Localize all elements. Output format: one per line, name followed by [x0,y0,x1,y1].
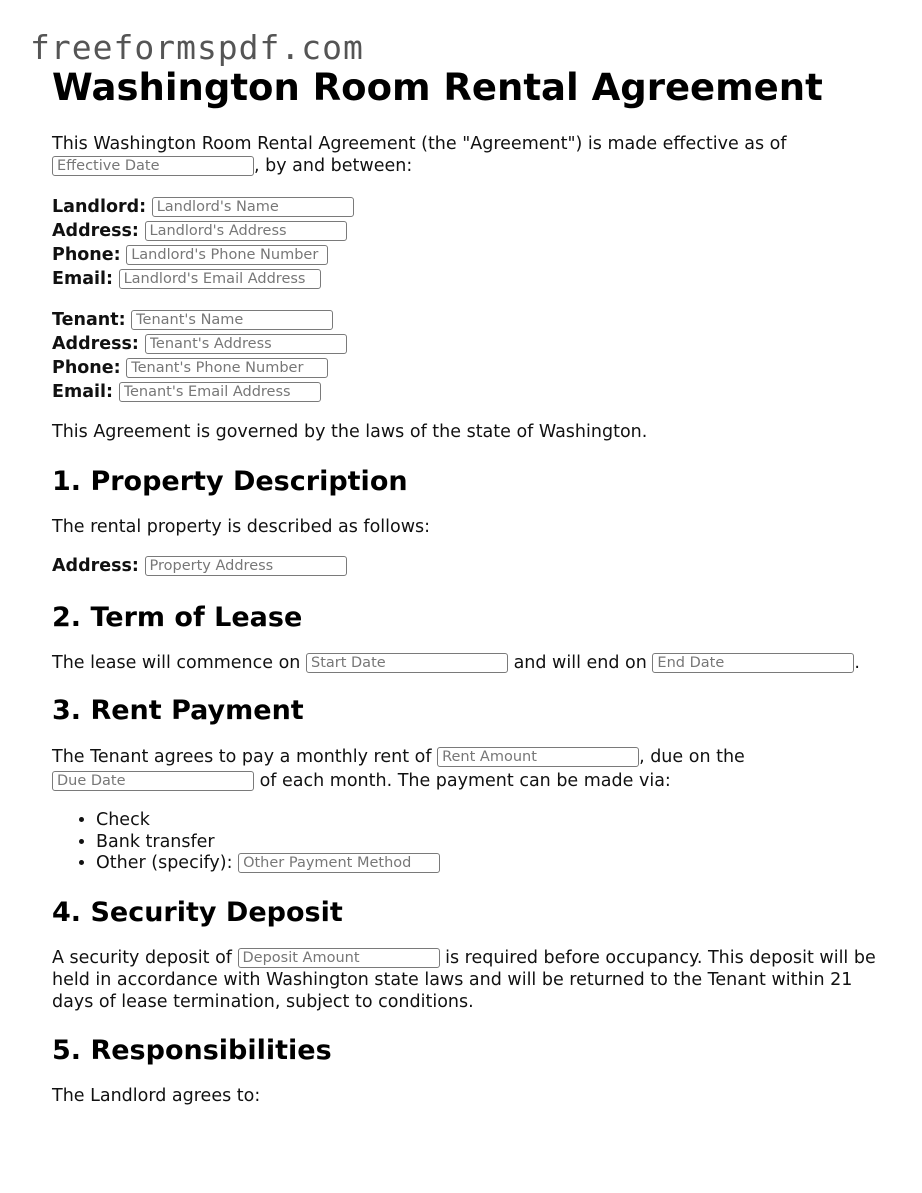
landlord-address-label: Address: [52,221,139,241]
governing-law: This Agreement is governed by the laws of the state of Washington. [52,422,648,442]
landlord-name-row [52,195,882,219]
landlord-email-field[interactable] [119,269,321,289]
landlord-name-field[interactable] [152,197,354,217]
start-date-field[interactable] [306,653,508,673]
tenant-name-field[interactable] [131,310,333,330]
payment-method-other [96,853,882,875]
lease-term-text-middle: and will end on [513,653,647,673]
rent-text-middle: , due on the [639,747,745,767]
payment-method-bank-transfer: • Bank transfer [96,832,882,854]
tenant-phone-field[interactable] [126,358,328,378]
intro-paragraph [52,133,882,177]
property-address-row [52,554,882,578]
landlord-phone-label: Phone: [52,245,121,265]
tenant-phone-row [52,356,882,380]
payment-method-check: • Check [96,810,882,832]
end-date-field[interactable] [652,653,854,673]
document-title: Washington Room Rental Agreement [52,66,823,109]
section-1-text: The rental property is described as follows: [52,517,431,537]
deposit-text-start: A security deposit of [52,948,232,969]
tenant-name-row [52,308,882,332]
watermark: freeformspdf.com [30,28,364,67]
due-date-field[interactable] [52,771,254,791]
landlord-phone-row [52,243,882,267]
section-4-heading: 4. Security Deposit [52,897,343,929]
payment-method-other-label: Other (specify): [96,853,233,874]
deposit-text-end: is required before occupancy. This deposit will be held in accordance with Washington state laws and will be returned to the Tenant within 21 days of lease termination, subject to conditions. [52,948,876,1013]
landlord-name-label: Landlord: [52,197,147,217]
tenant-address-field[interactable] [145,334,347,354]
other-payment-method-field[interactable] [238,853,440,873]
landlord-address-field[interactable] [145,221,347,241]
section-2-heading: 2. Term of Lease [52,602,303,633]
payment-methods-list [52,810,882,875]
intro-text: This Washington Room Rental Agreement (the "Agreement") is made effective as of [52,134,787,154]
tenant-name-label: Tenant: [52,310,126,330]
lease-term-text-end: . [854,653,860,673]
effective-date-field[interactable] [52,156,254,176]
document-page [52,66,882,1107]
rent-text-start: The Tenant agrees to pay a monthly rent of [52,747,432,767]
landlord-email-label: Email: [52,269,113,289]
rent-text-end: of each month. The payment can be made via: [259,771,671,791]
landlord-phone-field[interactable] [126,245,328,265]
intro-text-after: , by and between: [254,156,413,176]
tenant-address-label: Address: [52,334,139,354]
rent-amount-field[interactable] [437,747,639,767]
tenant-address-row [52,332,882,356]
section-3-heading: 3. Rent Payment [52,695,304,726]
property-address-label: Address: [52,556,139,576]
deposit-paragraph [52,947,882,1013]
deposit-amount-field[interactable] [238,948,440,968]
tenant-phone-label: Phone: [52,358,121,378]
property-address-field[interactable] [145,556,347,576]
tenant-email-field[interactable] [119,382,321,402]
rent-paragraph [52,745,882,793]
tenant-email-row [52,380,882,404]
tenant-block [52,308,882,404]
tenant-email-label: Email: [52,382,113,402]
section-1-heading: 1. Property Description [52,466,408,497]
lease-term-text-start: The lease will commence on [52,653,301,673]
section-5-heading: 5. Responsibilities [52,1035,332,1067]
section-5-text: The Landlord agrees to: [52,1086,261,1107]
landlord-block [52,195,882,291]
landlord-email-row [52,267,882,291]
lease-term-paragraph [52,652,882,674]
landlord-address-row [52,219,882,243]
